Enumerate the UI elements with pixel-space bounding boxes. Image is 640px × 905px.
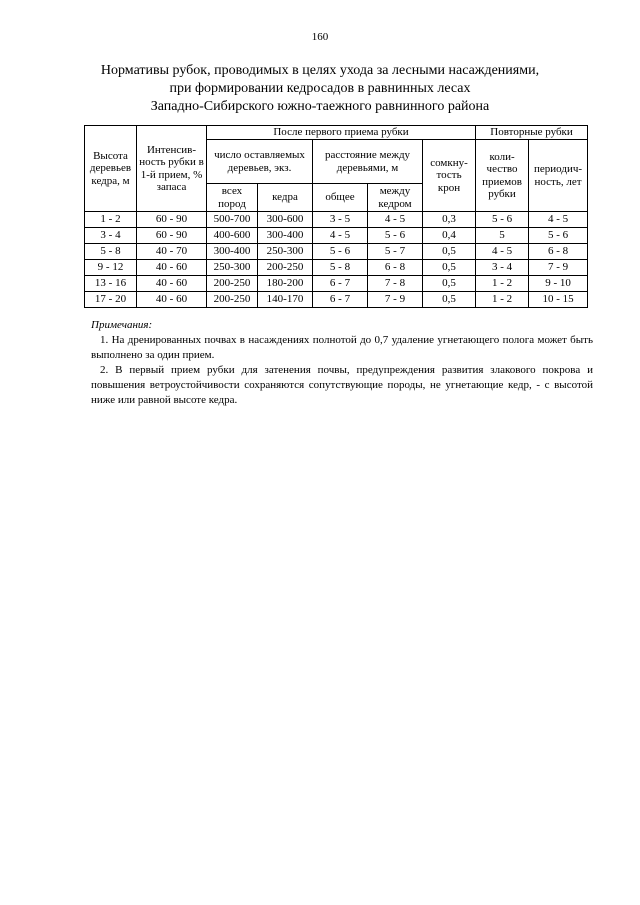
table-cell: 4 - 5 — [368, 212, 423, 228]
table-cell: 40 - 70 — [137, 244, 207, 260]
table-cell: 40 - 60 — [137, 260, 207, 276]
table-cell: 5 — [476, 228, 529, 244]
table-row — [85, 260, 588, 276]
table-cell: 400-600 — [207, 228, 258, 244]
table-cell: 4 - 5 — [313, 228, 368, 244]
table-row — [85, 276, 588, 292]
header-repeat-cuts: Повторные рубки — [476, 126, 588, 140]
table-cell: 5 - 6 — [529, 228, 588, 244]
table-cell: 0,5 — [423, 276, 476, 292]
table-cell: 6 - 7 — [313, 292, 368, 308]
table-cell: 4 - 5 — [529, 212, 588, 228]
table-cell: 3 - 4 — [85, 228, 137, 244]
table-cell: 40 - 60 — [137, 292, 207, 308]
table-cell: 250-300 — [258, 244, 313, 260]
table-cell: 60 - 90 — [137, 212, 207, 228]
table-cell: 7 - 8 — [368, 276, 423, 292]
table-cell: 1 - 2 — [476, 292, 529, 308]
table-cell: 13 - 16 — [85, 276, 137, 292]
table-cell: 300-400 — [258, 228, 313, 244]
table-cell: 0,3 — [423, 212, 476, 228]
table-cell: 60 - 90 — [137, 228, 207, 244]
title-line: при формировании кедросадов в равнинных лесах — [169, 81, 471, 96]
table-cell: 1 - 2 — [85, 212, 137, 228]
header-after-first-cut: После первого приема рубки — [207, 126, 476, 140]
table-cell: 5 - 6 — [368, 228, 423, 244]
table-cell: 0,5 — [423, 292, 476, 308]
header-all-species: всех пород — [207, 184, 258, 212]
table-cell: 40 - 60 — [137, 276, 207, 292]
norms-table — [84, 125, 588, 308]
table-row — [85, 244, 588, 260]
header-distance-between-cedar: между кедром — [368, 184, 423, 212]
table-cell: 10 - 15 — [529, 292, 588, 308]
table-row — [85, 212, 588, 228]
table-cell: 17 - 20 — [85, 292, 137, 308]
table-cell: 6 - 8 — [529, 244, 588, 260]
notes-title: Примечания: — [91, 319, 153, 331]
note-item: 1. На дренированных почвах в насаждениях полнотой до 0,7 удаление угнетающего полога может быть выполнено за один прием. — [91, 334, 593, 361]
table-cell: 9 - 12 — [85, 260, 137, 276]
table-cell: 5 - 6 — [313, 244, 368, 260]
table-cell: 300-600 — [258, 212, 313, 228]
table-cell: 5 - 6 — [476, 212, 529, 228]
table-row — [85, 228, 588, 244]
table-cell: 6 - 7 — [313, 276, 368, 292]
table-cell: 300-400 — [207, 244, 258, 260]
title-line: Западно-Сибирского южно-таежного равнинного района — [150, 99, 490, 114]
table-cell: 0,5 — [423, 260, 476, 276]
table-cell: 0,5 — [423, 244, 476, 260]
header-cedar: кедра — [258, 184, 313, 212]
header-crown-closure: сомкну-тость крон — [423, 140, 476, 212]
title-line: Нормативы рубок, проводимых в целях ухода за лесными насаждениями, — [100, 63, 540, 78]
table-cell: 1 - 2 — [476, 276, 529, 292]
table-cell: 4 - 5 — [476, 244, 529, 260]
header-height: Высота деревьев кедра, м — [85, 126, 137, 212]
table-cell: 9 - 10 — [529, 276, 588, 292]
header-trees-left: число оставляемых деревьев, экз. — [207, 140, 313, 184]
table-cell: 7 - 9 — [368, 292, 423, 308]
table-cell: 200-250 — [207, 276, 258, 292]
header-intensity: Интенсив-ность рубки в 1-й прием, % запаса — [137, 126, 207, 212]
notes — [91, 318, 593, 408]
page-number: 160 — [311, 31, 329, 43]
header-distance-total: общее — [313, 184, 368, 212]
table-cell: 3 - 4 — [476, 260, 529, 276]
header-cut-count: коли-чество приемов рубки — [476, 140, 529, 212]
table-cell: 5 - 7 — [368, 244, 423, 260]
table-cell: 200-250 — [258, 260, 313, 276]
header-distance: расстояние между деревьями, м — [313, 140, 423, 184]
table-cell: 250-300 — [207, 260, 258, 276]
table-cell: 5 - 8 — [85, 244, 137, 260]
table-cell: 180-200 — [258, 276, 313, 292]
table-cell: 6 - 8 — [368, 260, 423, 276]
note-item: 2. В первый прием рубки для затенения почвы, предупреждения развития злакового покрова и повышения ветроустойчивости сохраняются сопутствующие породы, не угнетающие кедр, - с высотой ниже или равной высоте кедра. — [91, 364, 593, 406]
table-row — [85, 292, 588, 308]
document-title — [70, 62, 570, 116]
table-cell: 0,4 — [423, 228, 476, 244]
table-cell: 200-250 — [207, 292, 258, 308]
table-cell: 3 - 5 — [313, 212, 368, 228]
header-periodicity: периодич-ность, лет — [529, 140, 588, 212]
table-cell: 500-700 — [207, 212, 258, 228]
table-cell: 7 - 9 — [529, 260, 588, 276]
table-cell: 140-170 — [258, 292, 313, 308]
table-cell: 5 - 8 — [313, 260, 368, 276]
